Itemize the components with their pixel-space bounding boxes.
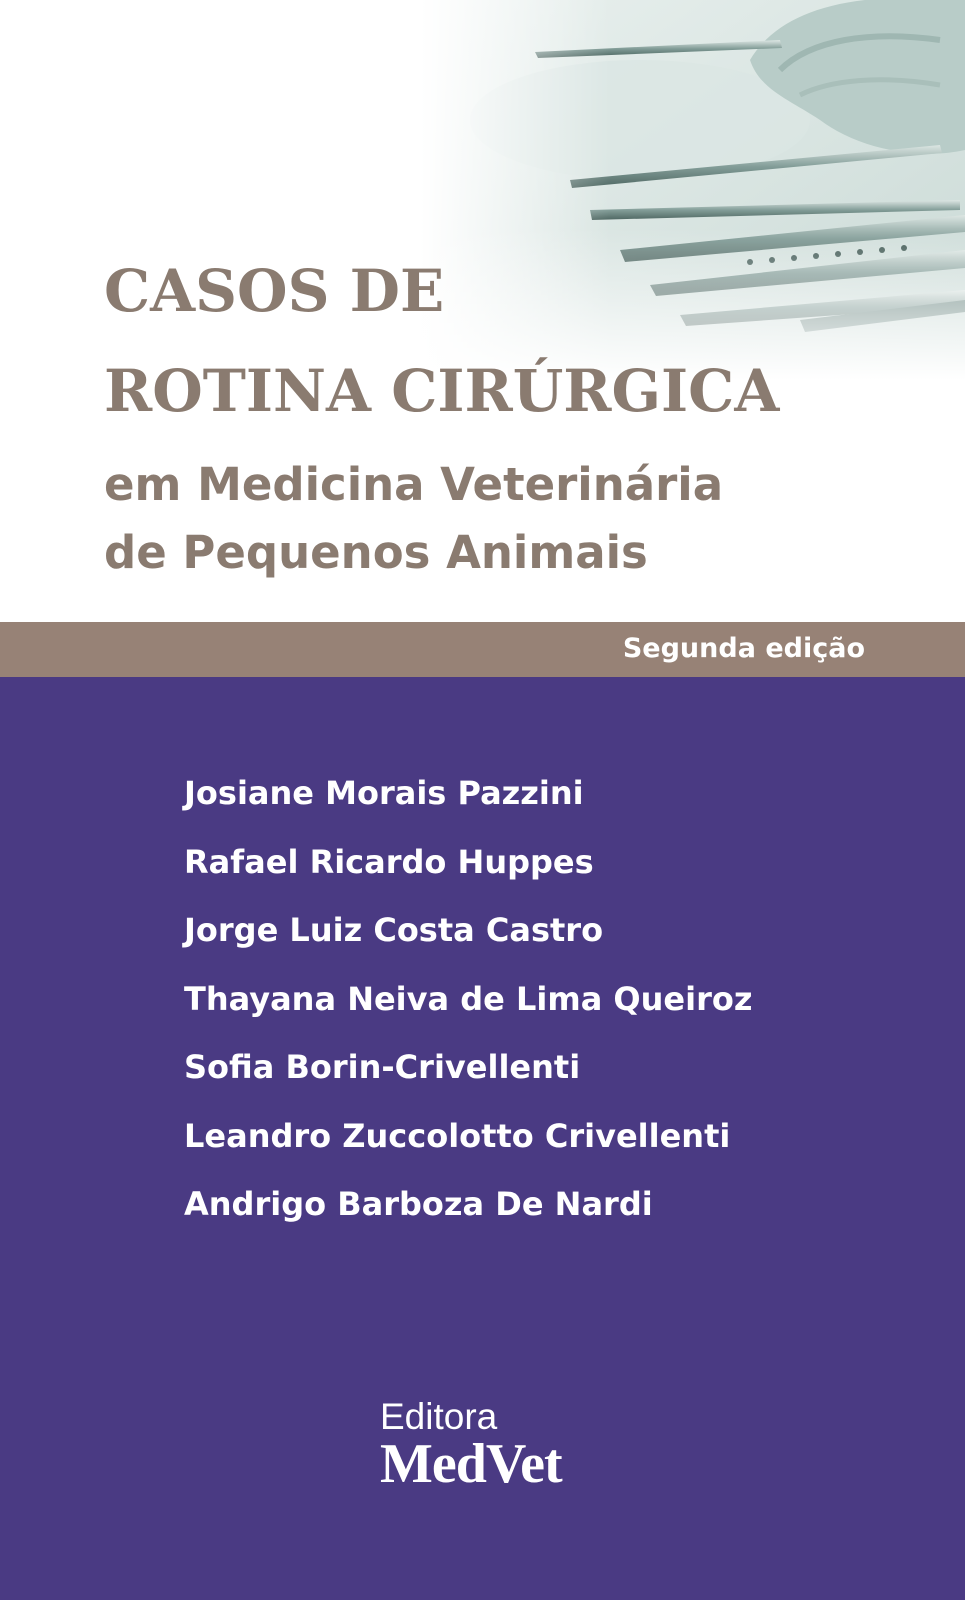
publisher-prefix: Editora bbox=[380, 1396, 498, 1437]
author-name: Rafael Ricardo Huppes bbox=[184, 842, 594, 881]
author-name: Sofia Borin-Crivellenti bbox=[184, 1048, 581, 1086]
title-line-2: ROTINA CIRÚRGICA bbox=[104, 357, 780, 425]
subtitle-line-2: de Pequenos Animais bbox=[104, 526, 648, 579]
author-name: Jorge Luiz Costa Castro bbox=[184, 911, 604, 949]
author-name: Leandro Zuccolotto Crivellenti bbox=[184, 1116, 731, 1155]
author-name: Thayana Neiva de Lima Queiroz bbox=[184, 979, 753, 1018]
edition-label: Segunda edição bbox=[622, 633, 865, 664]
edition-band bbox=[0, 622, 965, 677]
title-line-1: CASOS DE bbox=[104, 257, 445, 325]
authors-panel bbox=[0, 677, 965, 1600]
cover-top-section bbox=[0, 0, 965, 620]
author-name: Andrigo Barboza De Nardi bbox=[184, 1185, 653, 1223]
surgical-instruments-photo bbox=[420, 0, 965, 380]
publisher-logo bbox=[380, 1396, 562, 1495]
author-name: Josiane Morais Pazzini bbox=[184, 774, 584, 812]
publisher-name: MedVet bbox=[380, 1433, 562, 1495]
author-list bbox=[184, 759, 752, 1239]
subtitle-line-1: em Medicina Veterinária bbox=[104, 458, 724, 511]
